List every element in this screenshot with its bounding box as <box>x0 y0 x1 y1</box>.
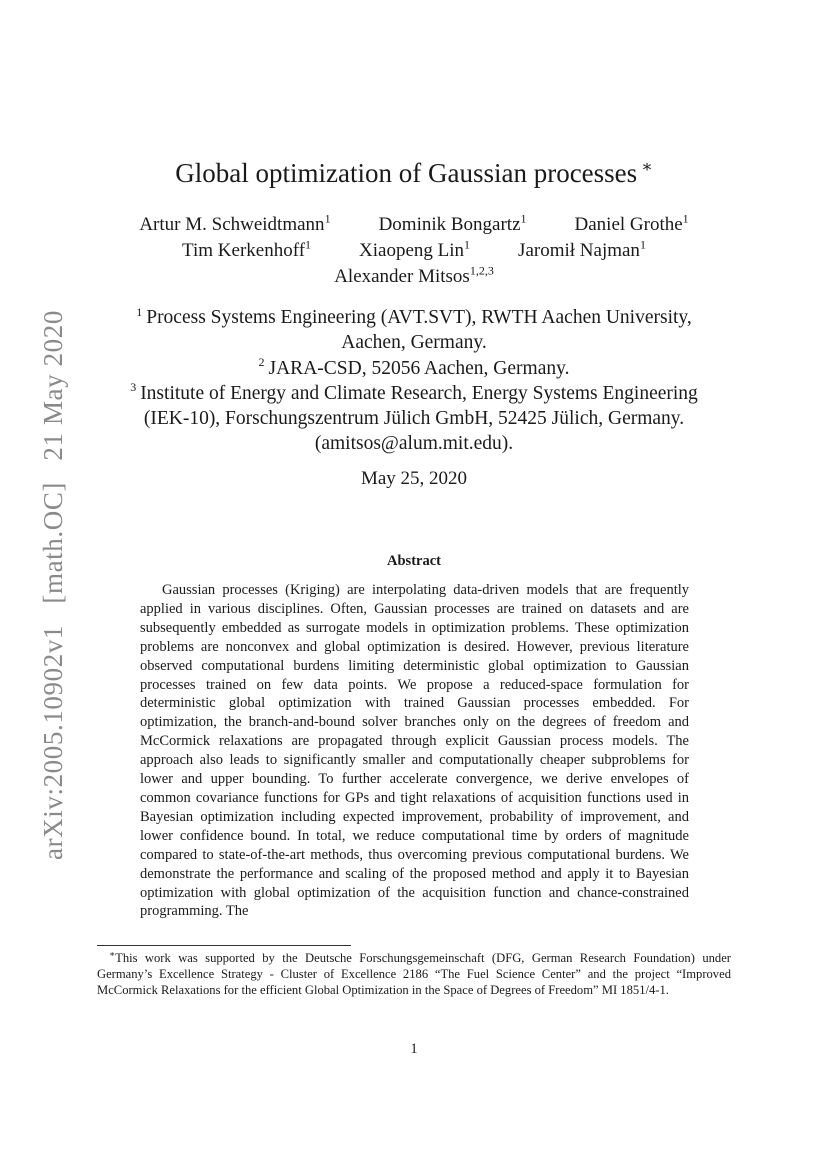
abstract-body: Gaussian processes (Kriging) are interpolating data-driven models that are frequently applied in various disciplines. Often, Gaussian processes are trained on datasets and are subsequently embedded as surrogate models in optimization problems. These optimization problems are nonconvex and global optimization is desired. However, previous literature observed computational burdens limiting deterministic global optimization to Gaussian processes trained on few data points. We propose a reduced-space formulation for deterministic global optimization with trained Gaussian processes embedded. For optimization, the branch-and-bound solver branches only on the degrees of freedom and McCormick relaxations are propagated through explicit Gaussian process models. The approach also leads to significantly smaller and computationally cheaper subproblems for lower and upper bounding. To further accelerate convergence, we derive envelopes of common covariance functions for GPs and tight relaxations of acquisition functions used in Bayesian optimization including expected improvement, probability of improvement, and lower confidence bound. In total, we reduce computational time by orders of magnitude compared to state-of-the-art methods, thus overcoming previous computational burdens. We demonstrate the performance and scaling of the proposed method and apply it to Bayesian optimization with global optimization of the acquisition function and chance-constrained programming. The <box>140 582 689 920</box>
affiliation-3-cont: (IEK-10), Forschungszentrum Jülich GmbH, 52425 Jülich, Germany. <box>143 408 685 430</box>
affiliation-2: $^2$ JARA-CSD, 52056 Aachen, Germany. <box>258 355 570 379</box>
author: Dominik Bongartz$^1$ <box>378 211 527 235</box>
footnote-text: This work was supported by the Deutsche Forschungsgemeinschaft (DFG, German Research Foundation) under Germany’s Excellence Strategy - Cluster of Excellence 2186 “The Fuel Science Center” and the project “Improved McCormick Relaxations for the efficient Global Optimization in the Space of Degrees of Freedom” MI 1851/4-1. <box>97 951 731 997</box>
author: Alexander Mitsos$^{1,2,3}$ <box>334 263 494 287</box>
title-footnote-mark: ∗ <box>641 157 653 176</box>
author: Artur M. Schweidtmann$^1$ <box>139 211 331 235</box>
author: Xiaopeng Lin$^1$ <box>359 237 471 261</box>
author-row-3 <box>0 264 828 290</box>
affiliation-1: $^1$ Process Systems Engineering (AVT.SVT), RWTH Aachen University, <box>136 304 692 328</box>
footnote-divider <box>97 945 351 946</box>
author-row-1 <box>0 212 828 238</box>
publication-date: May 25, 2020 <box>360 468 468 489</box>
affiliation-3: $^3$ Institute of Energy and Climate Research, Energy Systems Engineering <box>130 380 698 404</box>
abstract-heading: Abstract <box>387 553 441 569</box>
page-number: 1 <box>410 1041 418 1057</box>
author: Jaromił Najman$^1$ <box>518 237 646 261</box>
footnote <box>97 950 731 998</box>
paper-title-text: Global optimization of Gaussian processes <box>175 158 638 188</box>
author: Daniel Grothe$^1$ <box>574 211 689 235</box>
affiliations <box>0 305 828 457</box>
footnote-mark: ∗ <box>109 948 116 959</box>
arxiv-category: [math.OC] <box>38 481 68 604</box>
affiliation-1-cont: Aachen, Germany. <box>341 332 487 354</box>
author-row-2 <box>0 238 828 264</box>
author: Tim Kerkenhoff$^1$ <box>182 237 312 261</box>
arxiv-id: arXiv:2005.10902v1 <box>38 624 68 860</box>
arxiv-date: 21 May 2020 <box>38 310 68 461</box>
paper-title <box>0 156 828 190</box>
author-list <box>0 212 828 290</box>
contact-email: (amitsos@alum.mit.edu). <box>314 433 514 455</box>
